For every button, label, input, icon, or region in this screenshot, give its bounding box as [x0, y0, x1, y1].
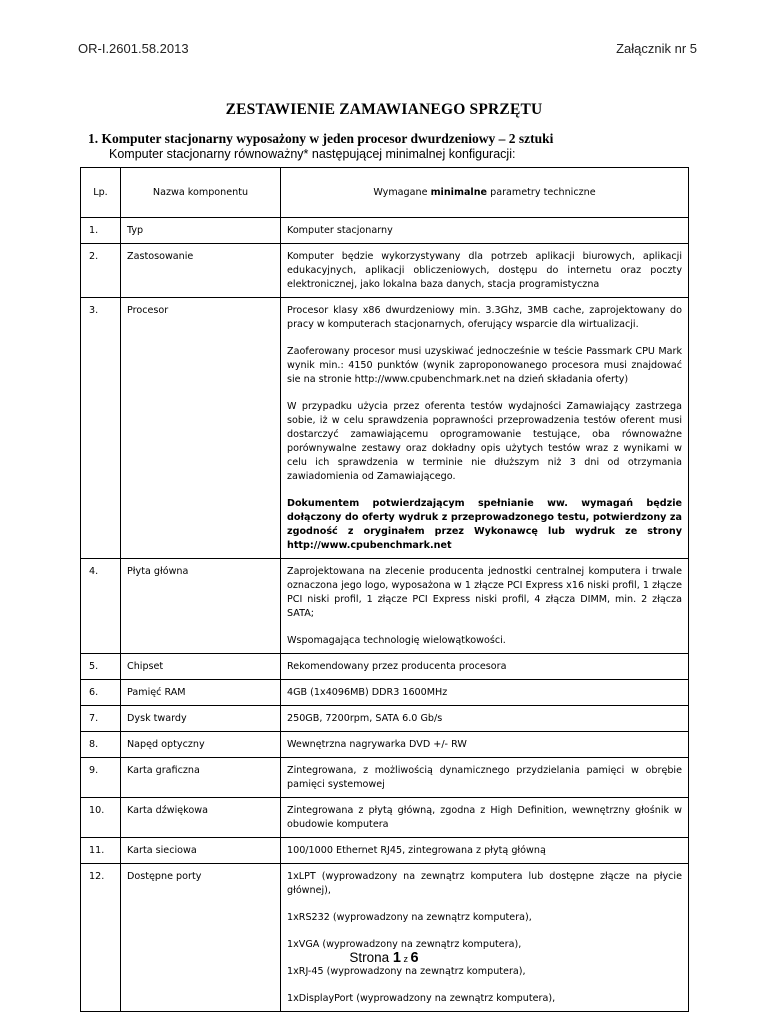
row-number: 6. [81, 680, 121, 706]
row-number: 2. [81, 244, 121, 298]
row-number: 9. [81, 758, 121, 798]
component-name: Zastosowanie [121, 244, 281, 298]
row-number: 10. [81, 798, 121, 838]
footer-page-number: 1 [392, 950, 401, 966]
component-parameters [281, 732, 689, 758]
component-parameters [281, 298, 689, 559]
parameter-paragraph: 250GB, 7200rpm, SATA 6.0 Gb/s [287, 713, 443, 724]
header-lp: Lp. [81, 168, 121, 218]
document-reference: OR-I.2601.58.2013 [78, 41, 189, 56]
row-number: 4. [81, 559, 121, 654]
document-title: ZESTAWIENIE ZAMAWIANEGO SPRZĘTU [225, 101, 543, 118]
component-name: Karta dźwiękowa [121, 798, 281, 838]
component-name: Karta graficzna [121, 758, 281, 798]
header-parameters-bold: minimalne [430, 187, 488, 198]
table-row [81, 218, 689, 244]
component-parameters [281, 838, 689, 864]
parameter-paragraph: Zintegrowana, z możliwością dynamicznego przydzielania pamięci w obrębie pamięci systemowej [287, 765, 682, 790]
footer-separator: z [401, 954, 411, 964]
row-number: 12. [81, 864, 121, 1012]
table-header-row [81, 168, 689, 218]
parameter-paragraph: 1xVGA (wyprowadzony na zewnątrz komputera), [287, 939, 522, 950]
table-row [81, 758, 689, 798]
component-parameters [281, 244, 689, 298]
parameter-paragraph: W przypadku użycia przez oferenta testów wydajności Zamawiający zastrzega sobie, iż w celu sprawdzenia poprawności przeprowadzenia testów oferent musi dostarczyć zamawiającemu oprogramowanie testujące, oba równoważne porównywalne zestawy oraz dokładny opis użytych testów wraz z wynikami w celu ich sprawdzenia w terminie nie dłuższym niż 3 dni od otrzymania zawiadomienia od Zamawiającego. [287, 401, 682, 482]
parameter-paragraph: 1xRS232 (wyprowadzony na zewnątrz komputera), [287, 912, 532, 923]
header-component-name: Nazwa komponentu [121, 168, 281, 218]
parameter-paragraph: 100/1000 Ethernet RJ45, zintegrowana z płytą główną [287, 845, 546, 856]
table-row [81, 798, 689, 838]
parameter-paragraph: Komputer stacjonarny [287, 225, 393, 236]
table-row [81, 864, 689, 1012]
parameter-paragraph: Wspomagająca technologię wielowątkowości. [287, 635, 506, 646]
row-number: 7. [81, 706, 121, 732]
row-number: 5. [81, 654, 121, 680]
table-row [81, 732, 689, 758]
component-name: Pamięć RAM [121, 680, 281, 706]
component-name: Procesor [121, 298, 281, 559]
component-parameters [281, 680, 689, 706]
component-parameters [281, 218, 689, 244]
section-subheading: Komputer stacjonarny równoważny* następującej minimalnej konfiguracji: [109, 147, 516, 161]
header-parameters-prefix: Wymagane [373, 187, 431, 198]
parameter-paragraph: 1xDisplayPort (wyprowadzony na zewnątrz komputera), [287, 993, 556, 1004]
parameter-paragraph: Zaoferowany procesor musi uzyskiwać jednocześnie w teście Passmark CPU Mark wynik min.: 4150 punktów (wynik zaproponowanego procesora musi znajdować sie na stronie http://www.cpubenchmark.net na dzień składania oferty) [287, 346, 682, 385]
header-parameters [281, 168, 689, 218]
parameter-paragraph: Komputer będzie wykorzystywany dla potrzeb aplikacji biurowych, aplikacji edukacyjnych, aplikacji obliczeniowych, dostępu do internetu oraz poczty elektronicznej, jako lokalna baza danych, stacja programistyczna [287, 251, 682, 290]
parameter-paragraph: 1xLPT (wyprowadzony na zewnątrz komputera lub dostępne złącze na płycie głównej), [287, 871, 682, 896]
header-parameters-suffix: parametry techniczne [487, 187, 596, 198]
table-row [81, 706, 689, 732]
component-name: Dostępne porty [121, 864, 281, 1012]
parameter-paragraph: 4GB (1x4096MB) DDR3 1600MHz [287, 687, 448, 698]
parameter-paragraph: Procesor klasy x86 dwurdzeniowy min. 3.3Ghz, 3MB cache, zaprojektowany do pracy w komputerach stacjonarnych, oferujący wsparcie dla wirtualizacji. [287, 305, 682, 330]
table-row [81, 298, 689, 559]
component-name: Napęd optyczny [121, 732, 281, 758]
component-parameters [281, 706, 689, 732]
section-heading: 1. Komputer stacjonarny wyposażony w jeden procesor dwurdzeniowy – 2 sztuki [88, 131, 554, 146]
row-number: 1. [81, 218, 121, 244]
parameter-paragraph: Zaprojektowana na zlecenie producenta jednostki centralnej komputera i trwale oznaczona jego logo, wyposażona w 1 złącze PCI Express x16 niski profil, 1 złącze PCI niski profil, 1 złącze PCI Express niski profil, 4 złącza DIMM, min. 2 złącza SATA; [287, 566, 682, 619]
spec-table [80, 167, 689, 1012]
parameter-paragraph: Dokumentem potwierdzającym spełnianie ww. wymagań będzie dołączony do oferty wydruk z przeprowadzonego testu, potwierdzony za zgodność z oryginałem przez Wykonawcę lub wydruk ze strony http://www.cpubenchmark.net [287, 498, 682, 551]
component-parameters [281, 798, 689, 838]
component-name: Płyta główna [121, 559, 281, 654]
parameter-paragraph: Wewnętrzna nagrywarka DVD +/- RW [287, 739, 467, 750]
table-row [81, 559, 689, 654]
table-row [81, 654, 689, 680]
table-row [81, 244, 689, 298]
row-number: 11. [81, 838, 121, 864]
row-number: 8. [81, 732, 121, 758]
component-name: Chipset [121, 654, 281, 680]
parameter-paragraph: Rekomendowany przez producenta procesora [287, 661, 507, 672]
component-parameters [281, 654, 689, 680]
footer-prefix: Strona [349, 950, 393, 965]
table-row [81, 680, 689, 706]
component-name: Dysk twardy [121, 706, 281, 732]
component-parameters [281, 559, 689, 654]
component-parameters [281, 758, 689, 798]
footer-page-total: 6 [410, 950, 419, 966]
row-number: 3. [81, 298, 121, 559]
parameter-paragraph: Zintegrowana z płytą główną, zgodna z High Definition, wewnętrzny głośnik w obudowie komputera [287, 805, 682, 830]
component-name: Karta sieciowa [121, 838, 281, 864]
component-name: Typ [121, 218, 281, 244]
parameter-paragraph: 1xRJ-45 (wyprowadzony na zewnątrz komputera), [287, 966, 526, 977]
component-parameters [281, 864, 689, 1012]
attachment-number: Załącznik nr 5 [616, 41, 697, 56]
table-row [81, 838, 689, 864]
page-footer [0, 950, 768, 966]
